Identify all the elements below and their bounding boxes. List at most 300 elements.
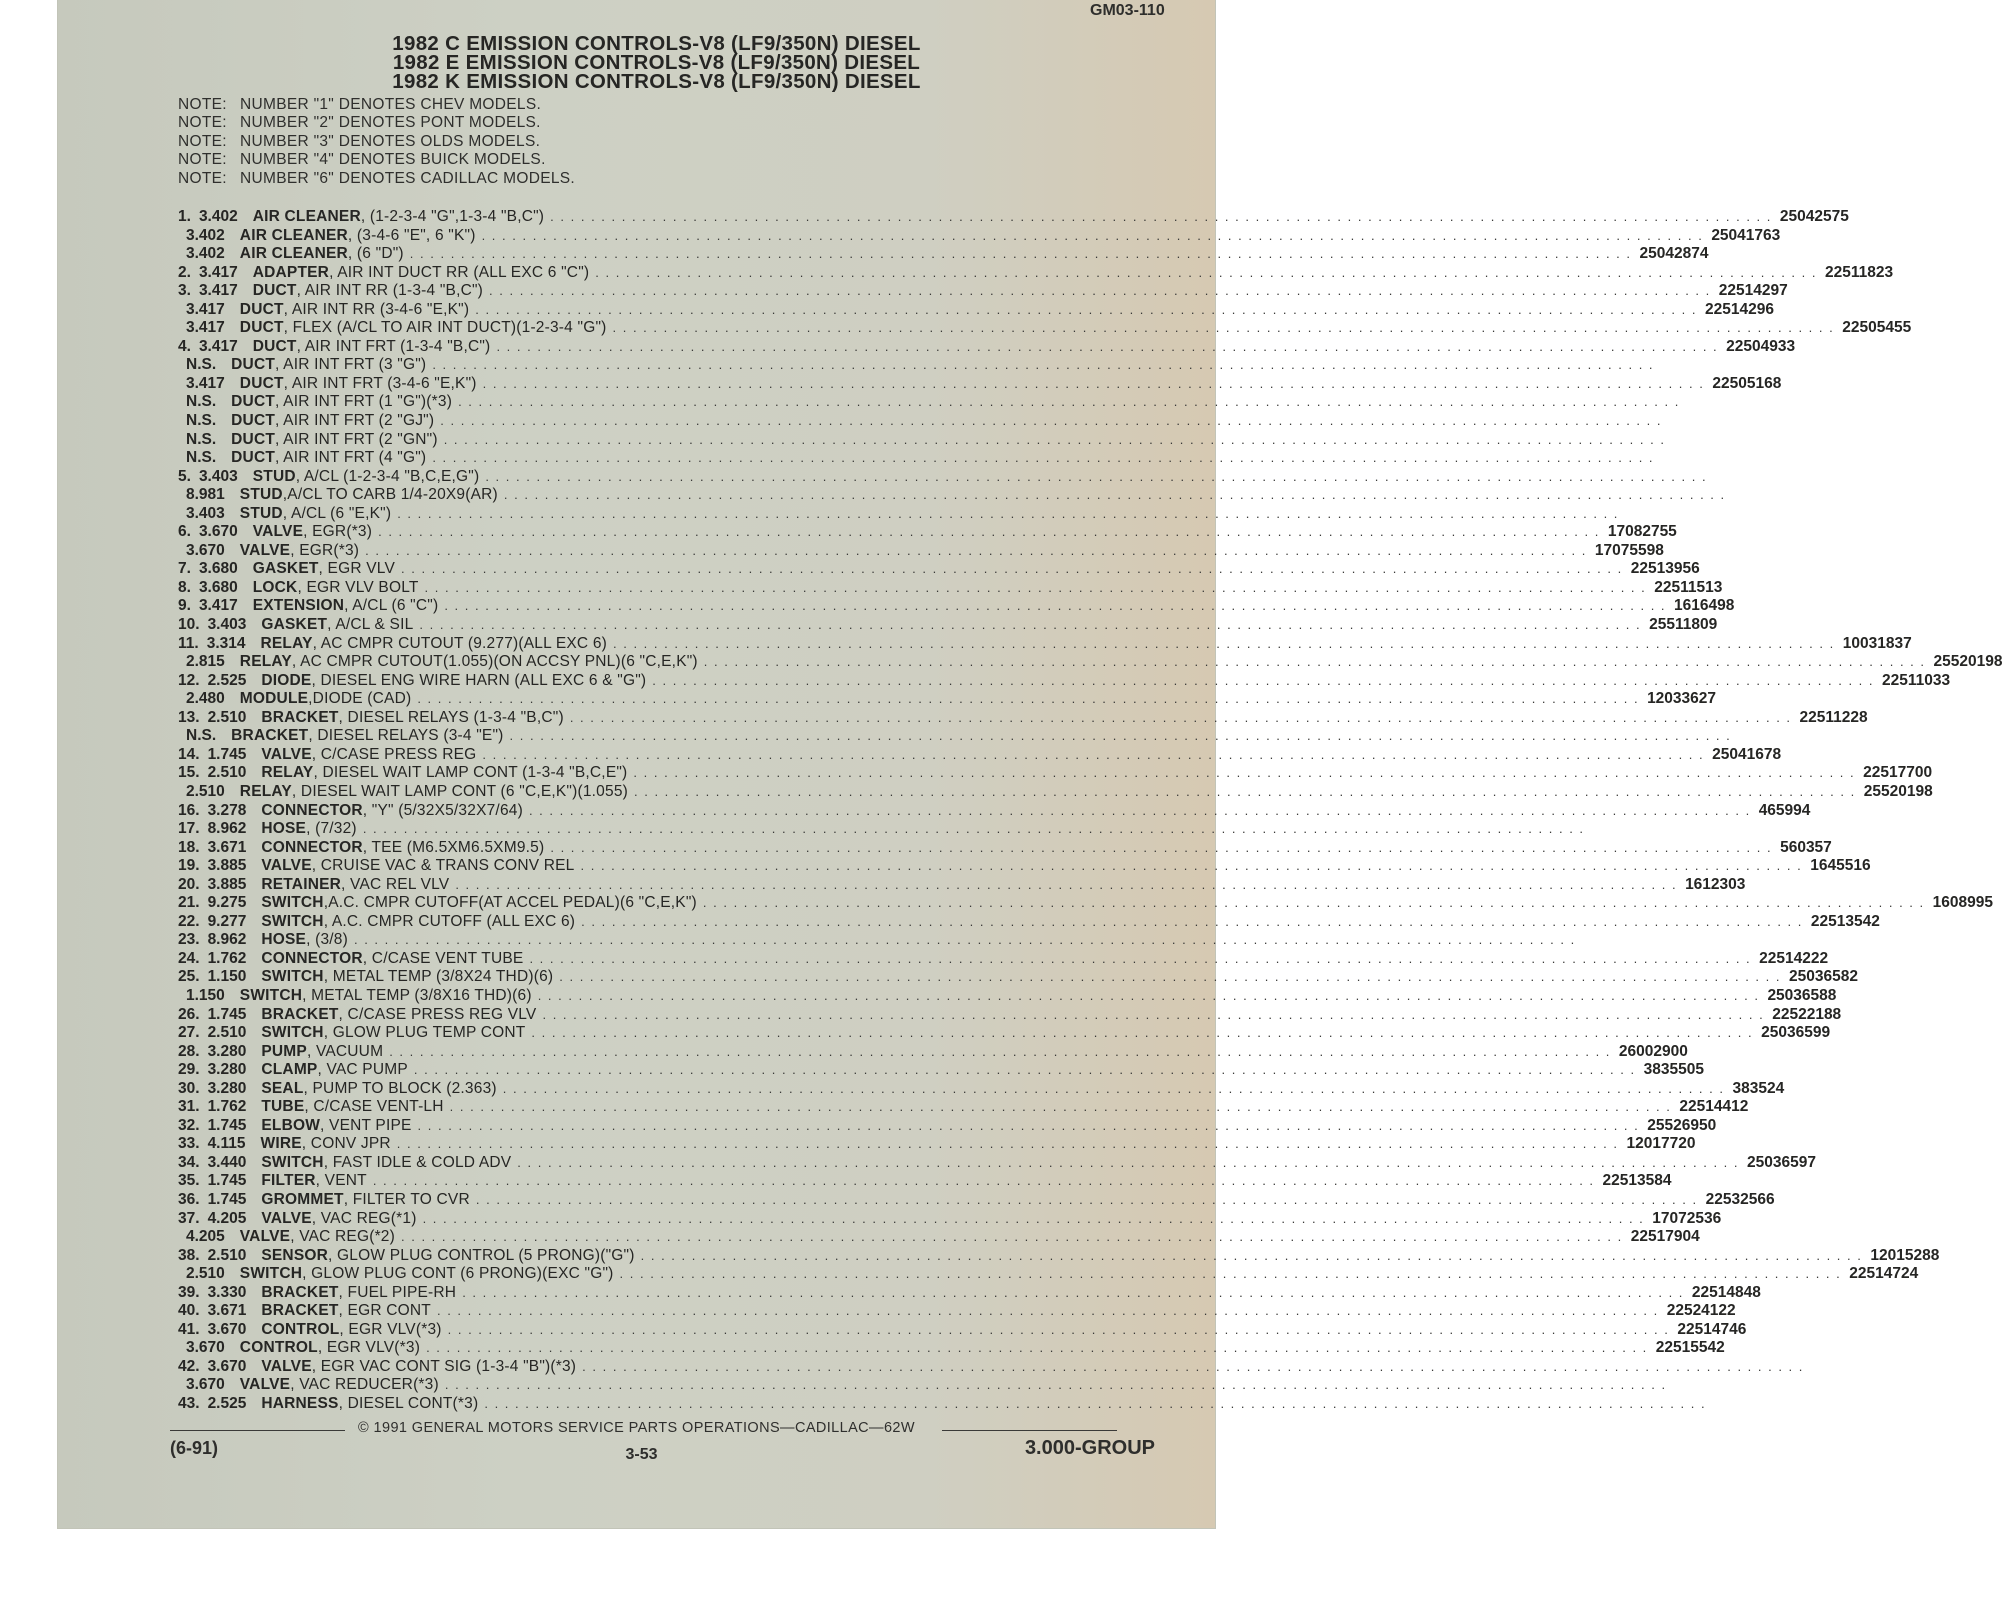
part-group-code: 3.330 [207,1283,247,1301]
part-number: 22504933 [1726,337,1796,355]
part-name: EXTENSION [252,597,345,615]
part-number: 25520198 [1863,782,1933,800]
part-name: STUD [239,486,283,504]
part-description: , C/CASE PRESS REG VLV [338,1005,537,1023]
part-ref-number: 16. [178,801,200,819]
dot-leader: . . . . . . . . . . . . . . . . . . . . . . . . . . . . . . . . . . . . . . . . . . . . . . . . . . . . . . . . . . . . . . . . . . . . . . . . . . . . . . . . . . . . . . . . . . . . . . . . . . . . . . . . . . . . . . . . . . . . . . . . [496,338,1719,354]
part-name: BRACKET [261,708,339,726]
part-description: , EGR VLV BOLT [297,578,419,596]
dot-leader: . . . . . . . . . . . . . . . . . . . . . . . . . . . . . . . . . . . . . . . . . . . . . . . . . . . . . . . . . . . . . . . . . . . . . . . . . . . . . . . . . . . . . . . . . . . . . . . . . . . . . . . . . . . . . . . . . . . . . . . . [462,1284,1684,1300]
dot-leader: . . . . . . . . . . . . . . . . . . . . . . . . . . . . . . . . . . . . . . . . . . . . . . . . . . . . . . . . . . . . . . . . . . . . . . . . . . . . . . . . . . . . . . . . . . . . . . . . . . . . . . . . . . . . . . . . . . . . . . . . [652,672,1875,688]
part-ref-number: 18. [178,838,200,856]
part-description: , FUEL PIPE-RH [338,1283,457,1301]
part-row [178,449,1655,468]
part-ref-number: 37. [178,1209,200,1227]
part-ref-number: 11. [178,634,199,652]
part-name: VALVE [239,1228,291,1246]
part-description: , EGR VAC CONT SIG (1-3-4 "B")(*3) [311,1357,577,1375]
part-description: , VENT [315,1172,367,1190]
part-name: SEAL [261,1079,304,1097]
part-number: 22513542 [1810,912,1880,930]
part-row [178,1302,1736,1321]
part-group-code: 3.670 [207,1320,247,1338]
part-description: , AIR INT RR (3-4-6 "E,K") [283,300,470,318]
part-ref-number: 34. [178,1153,200,1171]
part-row [178,374,1782,394]
part-description: , VACUUM [306,1042,384,1060]
part-group-code: 3.671 [207,1302,247,1320]
footer-group-label: 3.000-GROUP [1024,1437,1155,1459]
part-name: WIRE [260,1135,302,1153]
part-row [178,616,1718,635]
part-number: 22515542 [1655,1339,1725,1357]
part-ref-number: 43. [178,1395,200,1412]
part-name: DUCT [231,412,276,430]
part-number: 26002900 [1618,1042,1688,1060]
part-number: 22514848 [1691,1283,1761,1301]
part-number: 22524122 [1666,1302,1736,1320]
part-row [178,226,1781,246]
part-group-code: 3.680 [198,560,238,578]
part-group-code: 4.205 [186,1228,225,1246]
part-row [178,430,1666,450]
part-description: , VENT PIPE [320,1116,412,1134]
dot-leader: . . . . . . . . . . . . . . . . . . . . . . . . . . . . . . . . . . . . . . . . . . . . . . . . . . . . . . . . . . . . . . . . . . . . . . . . . . . . . . . . . . . . . . . . . . . . . . . . . . . . . . . . . . . . . . . . . . . . . . . . [537,987,1760,1003]
dot-leader: . . . . . . . . . . . . . . . . . . . . . . . . . . . . . . . . . . . . . . . . . . . . . . . . . . . . . . . . . . . . . . . . . . . . . . . . . . . . . . . . . . . . . . . . . . . . . . . . . . . . . . . . . . . . . . . . . . . . . . . . [482,746,1705,762]
dot-leader: . . . . . . . . . . . . . . . . . . . . . . . . . . . . . . . . . . . . . . . . . . . . . . . . . . . . . . . . . . . . . . . . . . . . . . . . . . . . . . . . . . . . . . . . . . . . . . . . . . . . . . . . . . . . . . . . . . . . . . . . [424,579,1647,595]
part-group-code: 1.745 [207,1005,247,1023]
part-number: 3835505 [1643,1061,1704,1079]
part-group-code: 3.885 [207,875,247,893]
part-number: 1612303 [1685,875,1746,893]
part-group-code: 3.280 [207,1079,247,1097]
part-row [178,949,1829,969]
part-description: , GLOW PLUG CONT (6 PRONG)(EXC "G") [302,1265,614,1283]
part-description: , AIR INT FRT (4 "G") [275,449,427,467]
part-ref-number: 29. [178,1061,200,1079]
part-group-code: 1.150 [207,968,247,986]
part-number: 22513956 [1630,560,1700,578]
part-row [178,1135,1696,1154]
part-name: HOSE [261,820,307,838]
dot-leader: . . . . . . . . . . . . . . . . . . . . . . . . . . . . . . . . . . . . . . . . . . . . . . . . . . . . . . . . . . . . . . . . . . . . . . . . . . . . . . . . . . . . . . . . . . . . . . . . . . . . . . . . . . . . . . . . . . . . . . . . [550,209,1772,224]
part-description: , AIR INT FRT (3-4-6 "E,K") [283,374,477,392]
part-name: SWITCH [239,1265,303,1283]
part-name: VALVE [261,745,312,763]
part-ref-number: 23. [178,931,200,949]
note-text: NUMBER "6" DENOTES CADILLAC MODELS. [240,169,576,187]
part-ref-number: 10. [178,616,200,634]
part-number: 22505455 [1842,319,1912,337]
dot-leader: . . . . . . . . . . . . . . . . . . . . . . . . . . . . . . . . . . . . . . . . . . . . . . . . . . . . . . . . . . . . . . . . . . . . . . . . . . . . . . . . . . . . . . . . . . . . . . . . . . . . . . . . . . . . . . . . . . . . . . . . [509,728,1732,744]
part-name: BRACKET [261,1302,339,1320]
part-description: , DIESEL WAIT LAMP CONT (6 "C,E,K")(1.055) [291,782,629,800]
dot-leader: . . . . . . . . . . . . . . . . . . . . . . . . . . . . . . . . . . . . . . . . . . . . . . . . . . . . . . . . . . . . . . . . . . . . . . . . . . . . . . . . . . . . . . . . . . . . . . . . . . . . . . . . . . . . . . . . . . . . . . . . [581,913,1803,929]
part-group-code: 3.402 [198,208,238,225]
part-group-code: 2.480 [186,690,225,708]
part-row [178,838,1832,858]
part-row [178,745,1782,765]
part-group-code: 3.885 [207,857,247,875]
part-name: DUCT [231,393,276,411]
part-name: CONTROL [261,1320,340,1338]
part-group-code: 2.815 [186,653,225,671]
part-description: , AIR INT FRT (2 "GN") [275,430,438,448]
part-description: , DIESEL CONT(*3) [338,1395,479,1412]
part-name: RETAINER [261,875,342,893]
part-number: 22511228 [1799,708,1868,726]
part-row [178,300,1774,320]
part-row [178,1005,1842,1025]
part-ref-number: 19. [178,857,200,875]
dot-leader: . . . . . . . . . . . . . . . . . . . . . . . . . . . . . . . . . . . . . . . . . . . . . . . . . . . . . . . . . . . . . . . . . . . . . . . . . . . . . . . . . . . . . . . . . . . . . . . . . . . . . . . . . . . . . . . . . . . . . . . . [528,802,1751,818]
part-name: HOSE [261,931,307,949]
part-description: , DIESEL ENG WIRE HARN (ALL EXC 6 & "G") [311,671,647,689]
notes-block [178,96,575,188]
part-row [178,282,1788,301]
part-description: , FAST IDLE & COLD ADV [323,1153,512,1171]
part-ref-number: 6. [178,523,191,541]
part-group-code: 3.671 [207,838,247,856]
part-row [178,337,1796,357]
part-description: , DIESEL RELAYS (1-3-4 "B,C") [338,708,564,726]
part-row [178,1209,1722,1229]
part-description: , METAL TEMP (3/8X24 THD)(6) [323,968,554,986]
part-name: VALVE [252,523,304,541]
dot-leader: . . . . . . . . . . . . . . . . . . . . . . . . . . . . . . . . . . . . . . . . . . . . . . . . . . . . . . . . . . . . . . . . . . . . . . . . . . . . . . . . . . . . . . . . . . . . . . . . . . . . . . . . . . . . . . . . . . . . . . . . [475,1191,1698,1207]
part-group-code: 3.278 [207,801,247,819]
part-name: CONNECTOR [261,801,363,819]
part-group-code: 3.280 [207,1042,247,1060]
part-name: SWITCH [261,1024,324,1042]
part-number: 25036599 [1761,1024,1831,1042]
note-label: NOTE: [178,132,227,150]
dot-leader: . . . . . . . . . . . . . . . . . . . . . . . . . . . . . . . . . . . . . . . . . . . . . . . . . . . . . . . . . . . . . . . . . . . . . . . . . . . . . . . . . . . . . . . . . . . . . . . . . . . . . . . . . . . . . . . . . . . . . . . . [484,1396,1707,1411]
part-number: 465994 [1758,801,1811,819]
page-title: 1982 C EMISSION CONTROLS-V8 (LF9/350N) DIESEL [392,32,921,55]
part-ref-number: 27. [178,1024,200,1042]
part-ref-number: 35. [178,1172,200,1190]
part-row [178,1190,1775,1210]
part-ref-number: 8. [178,578,191,596]
part-description: , DIESEL WAIT LAMP CONT (1-3-4 "B,C,E") [313,764,628,782]
part-number: 12015288 [1870,1246,1940,1264]
part-name: VALVE [239,1376,291,1394]
dot-leader: . . . . . . . . . . . . . . . . . . . . . . . . . . . . . . . . . . . . . . . . . . . . . . . . . . . . . . . . . . . . . . . . . . . . . . . . . . . . . . . . . . . . . . . . . . . . . . . . . . . . . . . . . . . . . . . . . . . . . . . . [634,783,1856,799]
dot-leader: . . . . . . . . . . . . . . . . . . . . . . . . . . . . . . . . . . . . . . . . . . . . . . . . . . . . . . . . . . . . . . . . . . . . . . . . . . . . . . . . . . . . . . . . . . . . . . . . . . . . . . . . . . . . . . . . . . . . . . . . [401,561,1623,577]
dot-leader: . . . . . . . . . . . . . . . . . . . . . . . . . . . . . . . . . . . . . . . . . . . . . . . . . . . . . . . . . . . . . . . . . . . . . . . . . . . . . . . . . . . . . . . . . . . . . . . . . . . . . . . . . . . . . . . . . . . . . . . . [580,858,1803,874]
dot-leader: . . . . . . . . . . . . . . . . . . . . . . . . . . . . . . . . . . . . . . . . . . . . . . . . . . . . . . . . . . . . . . . . . . . . . . . . . . . . . . . . . . . . . . . . . . . . . . . . . . . . . . . . . . . . . . . . . . . . . . . . [447,1321,1670,1337]
part-group-code: 2.510 [186,1265,225,1283]
part-description: ,DIODE (CAD) [308,690,412,708]
part-group-code: N.S. [186,727,217,745]
part-name: DUCT [231,430,276,448]
part-name: LOCK [252,578,298,596]
part-ref-number: 20. [178,875,200,893]
part-description: , VAC REDUCER(*3) [290,1376,439,1394]
part-description: , GLOW PLUG TEMP CONT [323,1024,526,1042]
part-description: , A/CL (6 "E,K") [282,504,392,522]
part-number: 12033627 [1647,690,1717,708]
part-group-code: 9.275 [207,894,247,912]
page-title: 1982 E EMISSION CONTROLS-V8 (LF9/350N) DIESEL [392,51,921,74]
dot-leader: . . . . . . . . . . . . . . . . . . . . . . . . . . . . . . . . . . . . . . . . . . . . . . . . . . . . . . . . . . . . . . . . . . . . . . . . . . . . . . . . . . . . . . . . . . . . . . . . . . . . . . . . . . . . . . . . . . . . . . . . [582,1358,1804,1374]
part-row [178,560,1700,579]
part-row [178,393,1680,412]
dot-leader: . . . . . . . . . . . . . . . . . . . . . . . . . . . . . . . . . . . . . . . . . . . . . . . . . . . . . . . . . . . . . . . . . . . . . . . . . . . . . . . . . . . . . . . . . . . . . . . . . . . . . . . . . . . . . . . . . . . . . . . . [481,227,1704,243]
part-description: , C/CASE PRESS REG [311,745,477,763]
part-group-code: 8.981 [186,486,225,504]
part-description: , AIR INT RR (1-3-4 "B,C") [296,282,484,300]
part-name: HARNESS [261,1395,339,1412]
dot-leader: . . . . . . . . . . . . . . . . . . . . . . . . . . . . . . . . . . . . . . . . . . . . . . . . . . . . . . . . . . . . . . . . . . . . . . . . . . . . . . . . . . . . . . . . . . . . . . . . . . . . . . . . . . . . . . . . . . . . . . . . [362,821,1585,837]
dot-leader: . . . . . . . . . . . . . . . . . . . . . . . . . . . . . . . . . . . . . . . . . . . . . . . . . . . . . . . . . . . . . . . . . . . . . . . . . . . . . . . . . . . . . . . . . . . . . . . . . . . . . . . . . . . . . . . . . . . . . . . . [397,505,1619,521]
part-name: TUBE [261,1098,305,1116]
dot-leader: . . . . . . . . . . . . . . . . . . . . . . . . . . . . . . . . . . . . . . . . . . . . . . . . . . . . . . . . . . . . . . . . . . . . . . . . . . . . . . . . . . . . . . . . . . . . . . . . . . . . . . . . . . . . . . . . . . . . . . . . [444,1377,1667,1393]
part-row [178,319,1912,338]
part-name: CONNECTOR [261,949,363,967]
dot-leader: . . . . . . . . . . . . . . . . . . . . . . . . . . . . . . . . . . . . . . . . . . . . . . . . . . . . . . . . . . . . . . . . . . . . . . . . . . . . . . . . . . . . . . . . . . . . . . . . . . . . . . . . . . . . . . . . . . . . . . . . [401,1229,1623,1245]
sheet-id: GM03-110 [1090,2,1165,19]
part-description: , CONV JPR [301,1135,391,1153]
part-description: , (1-2-3-4 "G",1-3-4 "B,C") [360,208,545,225]
part-number: 22505168 [1712,374,1782,392]
part-group-code: 8.962 [207,931,247,949]
part-row [178,968,1858,987]
part-row [178,245,1709,264]
part-group-code: 1.762 [207,1098,247,1116]
part-row [178,820,1585,839]
part-description: , (3/8) [306,931,348,949]
part-ref-number: 22. [178,912,200,930]
dot-leader: . . . . . . . . . . . . . . . . . . . . . . . . . . . . . . . . . . . . . . . . . . . . . . . . . . . . . . . . . . . . . . . . . . . . . . . . . . . . . . . . . . . . . . . . . . . . . . . . . . . . . . . . . . . . . . . . . . . . . . . . [633,765,1856,781]
part-number: 25036582 [1789,968,1858,986]
part-row [178,1283,1761,1303]
part-row [178,1376,1667,1395]
dot-leader: . . . . . . . . . . . . . . . . . . . . . . . . . . . . . . . . . . . . . . . . . . . . . . . . . . . . . . . . . . . . . . . . . . . . . . . . . . . . . . . . . . . . . . . . . . . . . . . . . . . . . . . . . . . . . . . . . . . . . . . . [542,1006,1765,1022]
part-row [178,727,1732,746]
part-number: 17075598 [1594,541,1664,559]
part-description: , PUMP TO BLOCK (2.363) [303,1079,497,1097]
part-ref-number: 3. [178,282,191,300]
part-group-code: 3.670 [186,541,225,559]
part-description: , EGR VLV(*3) [339,1320,442,1338]
dot-leader: . . . . . . . . . . . . . . . . . . . . . . . . . . . . . . . . . . . . . . . . . . . . . . . . . . . . . . . . . . . . . . . . . . . . . . . . . . . . . . . . . . . . . . . . . . . . . . . . . . . . . . . . . . . . . . . . . . . . . . . . [436,1303,1659,1319]
part-row [178,1079,1785,1099]
part-ref-number: 33. [178,1135,200,1153]
part-group-code: 2.510 [207,1024,247,1042]
part-ref-number: 12. [178,671,200,689]
part-group-code: 8.962 [207,820,247,838]
part-number: 22522188 [1772,1005,1842,1023]
part-group-code: 3.403 [186,504,225,522]
dot-leader: . . . . . . . . . . . . . . . . . . . . . . . . . . . . . . . . . . . . . . . . . . . . . . . . . . . . . . . . . . . . . . . . . . . . . . . . . . . . . . . . . . . . . . . . . . . . . . . . . . . . . . . . . . . . . . . . . . . . . . . . [489,283,1711,299]
part-name: SWITCH [261,1153,324,1171]
part-name: VALVE [261,1357,312,1375]
part-group-code: 3.670 [186,1376,225,1394]
part-group-code: 3.440 [207,1153,247,1171]
part-number: 22532566 [1705,1190,1775,1208]
part-name: DUCT [239,374,284,392]
part-row [178,912,1880,932]
note-label: NOTE: [178,151,227,169]
part-ref-number: 15. [178,764,200,782]
part-number: 22517700 [1863,764,1933,782]
part-name: VALVE [239,541,291,559]
part-name: MODULE [239,690,309,708]
part-row [178,356,1655,375]
part-name: VALVE [261,1209,312,1227]
part-number: 22511513 [1654,578,1723,596]
note-text: NUMBER "3" DENOTES OLDS MODELS. [240,132,541,150]
dot-leader: . . . . . . . . . . . . . . . . . . . . . . . . . . . . . . . . . . . . . . . . . . . . . . . . . . . . . . . . . . . . . . . . . . . . . . . . . . . . . . . . . . . . . . . . . . . . . . . . . . . . . . . . . . . . . . . . . . . . . . . . [417,1117,1640,1133]
part-name: SWITCH [239,986,303,1004]
part-description: , C/CASE VENT TUBE [362,949,524,967]
part-description: , (7/32) [306,820,357,838]
part-name: DUCT [231,449,276,467]
part-description: , FLEX (A/CL TO AIR INT DUCT)(1-2-3-4 "G") [283,319,607,337]
part-name: DUCT [252,337,297,355]
part-group-code: 9.277 [207,912,247,930]
dot-leader: . . . . . . . . . . . . . . . . . . . . . . . . . . . . . . . . . . . . . . . . . . . . . . . . . . . . . . . . . . . . . . . . . . . . . . . . . . . . . . . . . . . . . . . . . . . . . . . . . . . . . . . . . . . . . . . . . . . . . . . . [503,487,1726,503]
part-number: 25511809 [1649,616,1718,634]
part-description: , A.C. CMPR CUTOFF (ALL EXC 6) [323,912,576,930]
part-number: 22511823 [1825,263,1894,281]
part-ref-number: 2. [178,263,191,281]
part-row [178,801,1811,821]
dot-leader: . . . . . . . . . . . . . . . . . . . . . . . . . . . . . . . . . . . . . . . . . . . . . . . . . . . . . . . . . . . . . . . . . . . . . . . . . . . . . . . . . . . . . . . . . . . . . . . . . . . . . . . . . . . . . . . . . . . . . . . . [595,264,1817,280]
part-row [178,857,1871,876]
part-number: 25042575 [1779,208,1849,225]
part-name: BRACKET [231,727,309,745]
part-description: , VAC REG(*1) [311,1209,417,1227]
part-name: STUD [252,467,296,485]
footer-page-number: 3-53 [625,1446,658,1463]
part-ref-number: 24. [178,949,200,967]
part-name: RELAY [261,764,314,782]
part-row [178,1116,1717,1136]
part-number: 1616498 [1674,597,1735,615]
part-row [178,1024,1831,1043]
part-group-code: N.S. [186,412,217,430]
note-line [178,96,575,114]
part-ref-number: 42. [178,1357,200,1375]
part-name: FILTER [261,1172,316,1190]
dot-leader: . . . . . . . . . . . . . . . . . . . . . . . . . . . . . . . . . . . . . . . . . . . . . . . . . . . . . . . . . . . . . . . . . . . . . . . . . . . . . . . . . . . . . . . . . . . . . . . . . . . . . . . . . . . . . . . . . . . . . . . . [529,950,1752,966]
part-ref-number: 13. [178,708,200,726]
part-ref-number: 9. [178,597,191,615]
part-description: , VAC PUMP [317,1061,408,1079]
part-ref-number: 14. [178,745,200,763]
part-description: ,A.C. CMPR CUTOFF(AT ACCEL PEDAL)(6 "C,E,K") [323,894,697,912]
part-ref-number: 7. [178,560,191,578]
part-group-code: 1.745 [207,1172,247,1190]
part-row [178,1153,1816,1173]
note-text: NUMBER "1" DENOTES CHEV MODELS. [240,96,542,113]
footer-date-code: (6-91) [170,1438,219,1458]
part-row [178,1042,1688,1062]
part-number: 25036588 [1767,986,1837,1004]
part-group-code: N.S. [186,356,217,374]
note-label: NOTE: [178,96,227,113]
part-row [178,486,1726,505]
part-ref-number: 31. [178,1098,200,1116]
part-row [178,986,1837,1006]
part-group-code: 3.417 [186,300,225,318]
dot-leader: . . . . . . . . . . . . . . . . . . . . . . . . . . . . . . . . . . . . . . . . . . . . . . . . . . . . . . . . . . . . . . . . . . . . . . . . . . . . . . . . . . . . . . . . . . . . . . . . . . . . . . . . . . . . . . . . . . . . . . . . [485,468,1708,484]
dot-leader: . . . . . . . . . . . . . . . . . . . . . . . . . . . . . . . . . . . . . . . . . . . . . . . . . . . . . . . . . . . . . . . . . . . . . . . . . . . . . . . . . . . . . . . . . . . . . . . . . . . . . . . . . . . . . . . . . . . . . . . . [640,1247,1863,1263]
part-group-code: 3.417 [186,319,225,337]
dot-leader: . . . . . . . . . . . . . . . . . . . . . . . . . . . . . . . . . . . . . . . . . . . . . . . . . . . . . . . . . . . . . . . . . . . . . . . . . . . . . . . . . . . . . . . . . . . . . . . . . . . . . . . . . . . . . . . . . . . . . . . . [612,320,1835,336]
part-ref-number: 41. [178,1320,200,1338]
note-text: NUMBER "4" DENOTES BUICK MODELS. [240,151,546,169]
part-name: AIR CLEANER [239,226,348,244]
note-line [178,170,575,188]
part-group-code: 2.510 [207,1246,247,1264]
part-row [178,467,1708,487]
part-group-code: 3.417 [198,282,238,300]
part-name: BRACKET [261,1005,339,1023]
part-ref-number: 38. [178,1246,200,1264]
part-row [178,1061,1704,1080]
part-number: 10031837 [1842,634,1912,652]
part-number: 560357 [1780,838,1832,856]
part-description: , AC CMPR CUTOUT (9.277)(ALL EXC 6) [312,634,608,652]
dot-leader: . . . . . . . . . . . . . . . . . . . . . . . . . . . . . . . . . . . . . . . . . . . . . . . . . . . . . . . . . . . . . . . . . . . . . . . . . . . . . . . . . . . . . . . . . . . . . . . . . . . . . . . . . . . . . . . . . . . . . . . . [422,1210,1645,1226]
dot-leader: . . . . . . . . . . . . . . . . . . . . . . . . . . . . . . . . . . . . . . . . . . . . . . . . . . . . . . . . . . . . . . . . . . . . . . . . . . . . . . . . . . . . . . . . . . . . . . . . . . . . . . . . . . . . . . . . . . . . . . . . [353,932,1576,948]
part-row [178,1228,1700,1247]
part-number: 22514724 [1849,1265,1919,1283]
dot-leader: . . . . . . . . . . . . . . . . . . . . . . . . . . . . . . . . . . . . . . . . . . . . . . . . . . . . . . . . . . . . . . . . . . . . . . . . . . . . . . . . . . . . . . . . . . . . . . . . . . . . . . . . . . . . . . . . . . . . . . . . [455,876,1678,892]
catalog-page [58,0,2003,1528]
part-number: 383524 [1732,1079,1785,1097]
part-description: , A/CL (6 "C") [344,597,439,615]
part-ref-number: 4. [178,337,191,355]
part-ref-number: 26. [178,1005,200,1023]
part-description: , EGR(*3) [303,523,373,541]
part-row [178,1246,1940,1266]
part-description: , EGR VLV [318,560,395,578]
part-group-code: 2.525 [207,671,247,689]
part-group-code: 3.403 [198,467,238,485]
part-group-code: 4.205 [207,1209,247,1227]
dot-leader: . . . . . . . . . . . . . . . . . . . . . . . . . . . . . . . . . . . . . . . . . . . . . . . . . . . . . . . . . . . . . . . . . . . . . . . . . . . . . . . . . . . . . . . . . . . . . . . . . . . . . . . . . . . . . . . . . . . . . . . . [432,357,1655,373]
part-name: GROMMET [261,1190,344,1208]
note-line [178,114,575,132]
dot-leader: . . . . . . . . . . . . . . . . . . . . . . . . . . . . . . . . . . . . . . . . . . . . . . . . . . . . . . . . . . . . . . . . . . . . . . . . . . . . . . . . . . . . . . . . . . . . . . . . . . . . . . . . . . . . . . . . . . . . . . . . [613,635,1835,651]
dot-leader: . . . . . . . . . . . . . . . . . . . . . . . . . . . . . . . . . . . . . . . . . . . . . . . . . . . . . . . . . . . . . . . . . . . . . . . . . . . . . . . . . . . . . . . . . . . . . . . . . . . . . . . . . . . . . . . . . . . . . . . . [517,1154,1740,1170]
part-name: GASKET [261,616,328,634]
part-group-code: N.S. [186,449,217,467]
part-description: , EGR CONT [338,1302,431,1320]
part-name: ADAPTER [252,263,330,281]
part-row [178,504,1619,524]
part-description: , FILTER TO CVR [343,1190,470,1208]
part-name: RELAY [239,653,292,671]
dot-leader: . . . . . . . . . . . . . . . . . . . . . . . . . . . . . . . . . . . . . . . . . . . . . . . . . . . . . . . . . . . . . . . . . . . . . . . . . . . . . . . . . . . . . . . . . . . . . . . . . . . . . . . . . . . . . . . . . . . . . . . . [444,598,1667,614]
part-ref-number: 39. [178,1283,200,1301]
dot-leader: . . . . . . . . . . . . . . . . . . . . . . . . . . . . . . . . . . . . . . . . . . . . . . . . . . . . . . . . . . . . . . . . . . . . . . . . . . . . . . . . . . . . . . . . . . . . . . . . . . . . . . . . . . . . . . . . . . . . . . . . [703,654,1926,670]
part-row [178,894,1993,913]
part-name: DUCT [231,356,276,374]
part-group-code: 3.417 [198,263,238,281]
part-ref-number: 17. [178,820,200,838]
part-description: , (6 "D") [347,245,404,263]
dot-leader: . . . . . . . . . . . . . . . . . . . . . . . . . . . . . . . . . . . . . . . . . . . . . . . . . . . . . . . . . . . . . . . . . . . . . . . . . . . . . . . . . . . . . . . . . . . . . . . . . . . . . . . . . . . . . . . . . . . . . . . . [702,895,1925,911]
part-description: , AIR INT FRT (1-3-4 "B,C") [296,337,491,355]
part-number: 22514222 [1759,949,1829,967]
part-group-code: 3.680 [198,578,238,596]
